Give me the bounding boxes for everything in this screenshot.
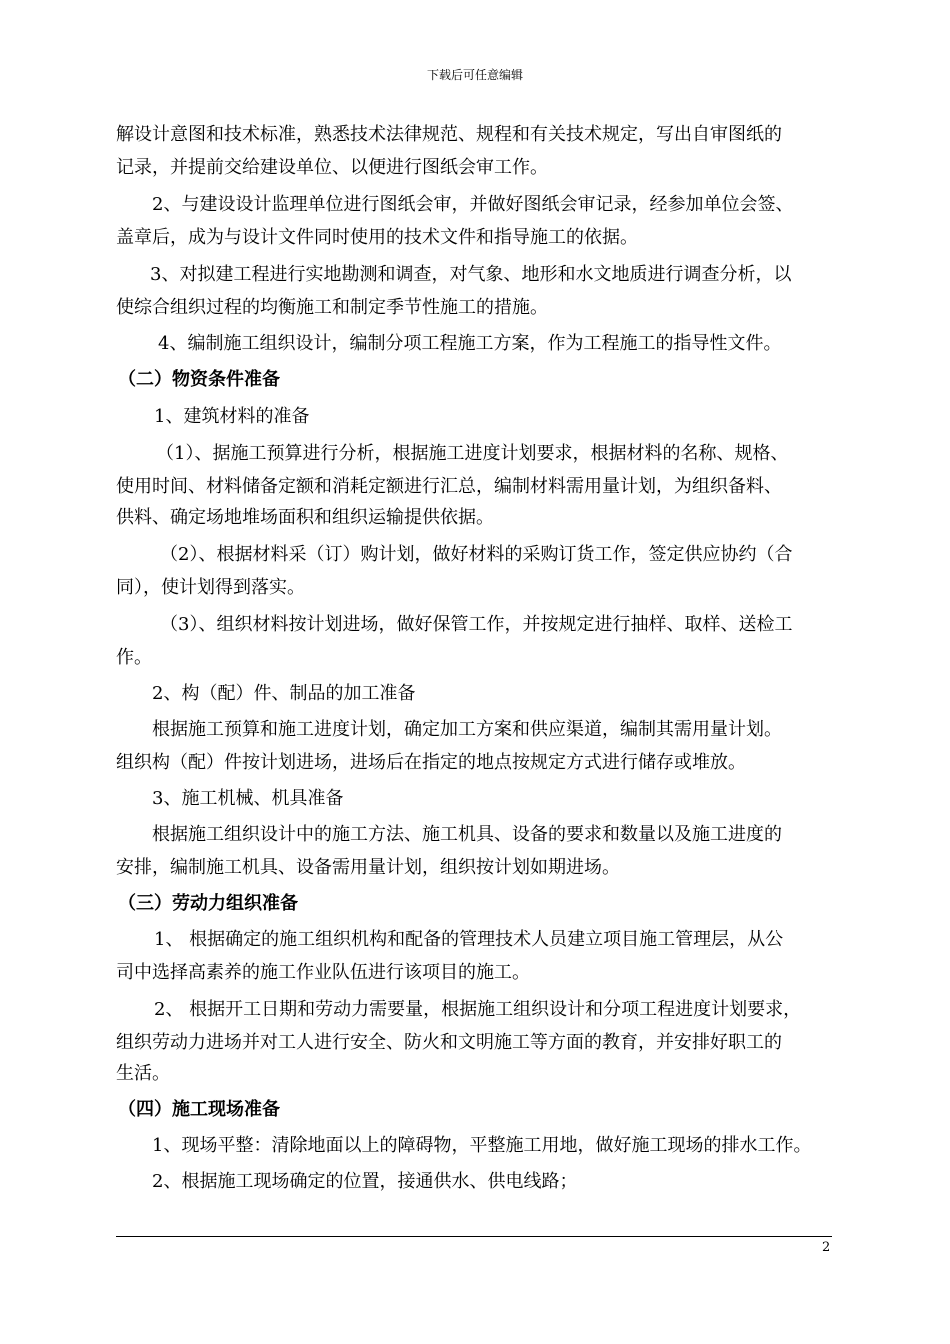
- text-line: （2）、根据材料采（订）购计划，做好材料的采购订货工作，签定供应协约（合: [160, 544, 793, 565]
- section-heading: （三）劳动力组织准备: [118, 893, 298, 914]
- text-line: 2、构（配）件、制品的加工准备: [152, 683, 416, 704]
- text-line: 1、建筑材料的准备: [154, 406, 310, 427]
- footer-divider: [116, 1236, 832, 1237]
- text-line: 4、编制施工组织设计，编制分项工程施工方案，作为工程施工的指导性文件。: [158, 333, 782, 354]
- text-line: 1、现场平整：清除地面以上的障碍物，平整施工用地，做好施工现场的排水工作。: [152, 1135, 812, 1156]
- text-line: 组织劳动力进场并对工人进行安全、防火和文明施工等方面的教育，并安排好职工的: [116, 1032, 782, 1053]
- text-line: 2、根据施工现场确定的位置，接通供水、供电线路；: [152, 1171, 578, 1192]
- text-line: 根据施工预算和施工进度计划，确定加工方案和供应渠道，编制其需用量计划。: [152, 719, 782, 740]
- text-line: 1、 根据确定的施工组织机构和配备的管理技术人员建立项目施工管理层，从公: [154, 929, 784, 950]
- text-line: 记录，并提前交给建设单位、以便进行图纸会审工作。: [116, 157, 548, 178]
- text-line: 司中选择高素养的施工作业队伍进行该项目的施工。: [116, 962, 530, 983]
- page-number: 2: [822, 1240, 831, 1255]
- text-line: 供料、确定场地堆场面积和组织运输提供依据。: [116, 507, 494, 528]
- text-line: 2、与建设设计监理单位进行图纸会审，并做好图纸会审记录，经参加单位会签、: [152, 194, 794, 215]
- text-line: （3）、组织材料按计划进场，做好保管工作，并按规定进行抽样、取样、送检工: [160, 614, 793, 635]
- text-line: 3、对拟建工程进行实地勘测和调查，对气象、地形和水文地质进行调查分析，以: [150, 264, 792, 285]
- text-line: 2、 根据开工日期和劳动力需要量，根据施工组织设计和分项工程进度计划要求，: [154, 999, 802, 1020]
- text-line: 生活。: [116, 1063, 170, 1084]
- section-heading: （四）施工现场准备: [118, 1099, 280, 1120]
- text-line: （1）、据施工预算进行分析，根据施工进度计划要求，根据材料的名称、规格、: [156, 443, 789, 464]
- text-line: 盖章后，成为与设计文件同时使用的技术文件和指导施工的依据。: [116, 227, 638, 248]
- text-line: 使用时间、材料储备定额和消耗定额进行汇总，编制材料需用量计划，为组织备料、: [116, 476, 782, 497]
- text-line: 3、施工机械、机具准备: [152, 788, 344, 809]
- text-line: 组织构（配）件按计划进场，进场后在指定的地点按规定方式进行储存或堆放。: [116, 752, 746, 773]
- text-line: 作。: [116, 647, 152, 668]
- page-header: 下载后可任意编辑: [426, 68, 523, 82]
- text-line: 根据施工组织设计中的施工方法、施工机具、设备的要求和数量以及施工进度的: [152, 824, 782, 845]
- text-line: 安排，编制施工机具、设备需用量计划，组织按计划如期进场。: [116, 857, 620, 878]
- section-heading: （二）物资条件准备: [118, 369, 280, 390]
- text-line: 使综合组织过程的均衡施工和制定季节性施工的措施。: [116, 297, 548, 318]
- text-line: 解设计意图和技术标准，熟悉技术法律规范、规程和有关技术规定，写出自审图纸的: [116, 124, 782, 145]
- text-line: 同），使计划得到落实。: [116, 577, 305, 598]
